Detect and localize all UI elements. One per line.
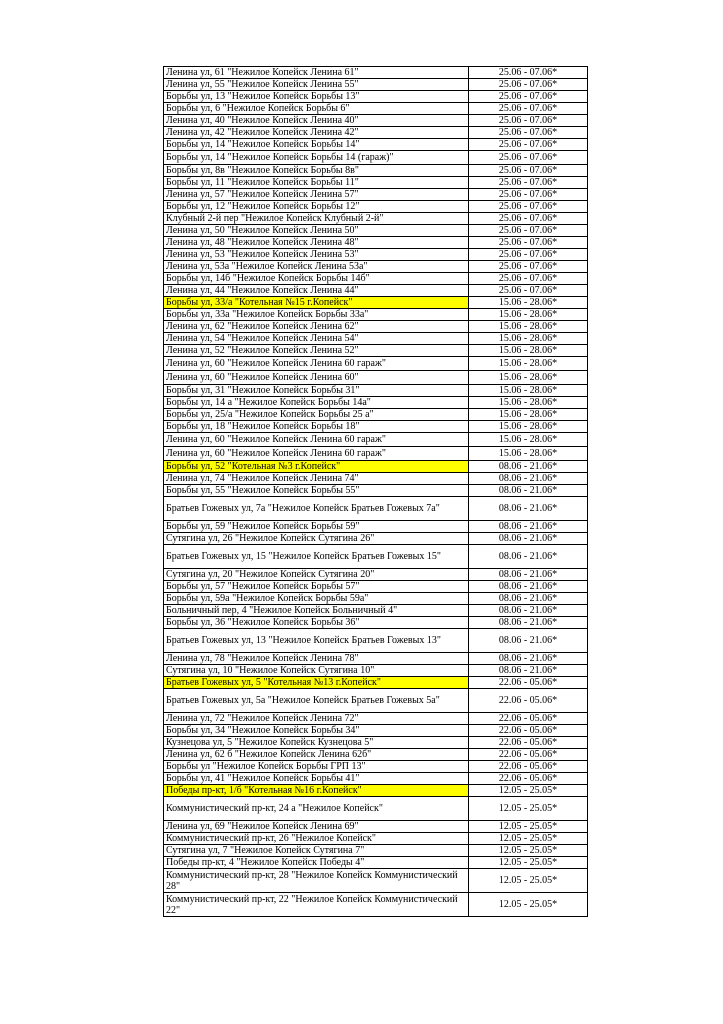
table-row: [164, 617, 588, 629]
address-cell: Борьбы ул, 14 "Нежилое Копейск Борьбы 14": [164, 139, 469, 151]
period-cell: 08.06 - 21.06*: [469, 497, 588, 521]
address-cell: Ленина ул, 55 "Нежилое Копейск Ленина 55": [164, 79, 469, 91]
table-row: [164, 273, 588, 285]
table-row: [164, 371, 588, 385]
period-cell: 15.06 - 28.06*: [469, 321, 588, 333]
schedule-table-body: [164, 67, 588, 917]
address-cell: Сутягина ул, 20 "Нежилое Копейск Сутягина 20": [164, 569, 469, 581]
period-cell: 25.06 - 07.06*: [469, 213, 588, 225]
table-row: [164, 151, 588, 165]
address-cell: Борьбы ул, 8в "Нежилое Копейск Борьбы 8в": [164, 165, 469, 177]
table-row: [164, 91, 588, 103]
period-cell: 25.06 - 07.06*: [469, 225, 588, 237]
period-cell: 08.06 - 21.06*: [469, 485, 588, 497]
address-cell: Ленина ул, 60 "Нежилое Копейск Ленина 60 гараж": [164, 357, 469, 371]
address-cell: Братьев Гожевых ул, 15 "Нежилое Копейск Братьев Гожевых 15": [164, 545, 469, 569]
period-cell: 25.06 - 07.06*: [469, 237, 588, 249]
period-cell: 12.05 - 25.05*: [469, 821, 588, 833]
table-row: [164, 345, 588, 357]
address-cell: Ленина ул, 48 "Нежилое Копейск Ленина 48": [164, 237, 469, 249]
period-cell: 25.06 - 07.06*: [469, 261, 588, 273]
address-cell: Борьбы ул, 57 "Нежилое Копейск Борьбы 57": [164, 581, 469, 593]
period-cell: 12.05 - 25.05*: [469, 857, 588, 869]
address-cell: Борьбы ул, 13 "Нежилое Копейск Борьбы 13": [164, 91, 469, 103]
address-cell: Коммунистический пр-кт, 24 а "Нежилое Копейск": [164, 797, 469, 821]
address-cell: Борьбы ул, 6 "Нежилое Копейск Борьбы 6": [164, 103, 469, 115]
schedule-sheet: [163, 66, 587, 917]
period-cell: 25.06 - 07.06*: [469, 273, 588, 285]
address-cell: Ленина ул, 42 "Нежилое Копейск Ленина 42": [164, 127, 469, 139]
table-row: [164, 249, 588, 261]
address-cell: Борьбы ул, 14 а "Нежилое Копейск Борьбы 14а": [164, 397, 469, 409]
table-row: [164, 461, 588, 473]
address-cell: Клубный 2-й пер "Нежилое Копейск Клубный 2-й": [164, 213, 469, 225]
table-row: [164, 177, 588, 189]
period-cell: 08.06 - 21.06*: [469, 617, 588, 629]
period-cell: 15.06 - 28.06*: [469, 409, 588, 421]
address-cell: Борьбы ул, 41 "Нежилое Копейск Борьбы 41": [164, 773, 469, 785]
table-row: [164, 237, 588, 249]
address-cell: Борьбы ул, 25/а "Нежилое Копейск Борьбы 25 а": [164, 409, 469, 421]
period-cell: 12.05 - 25.05*: [469, 845, 588, 857]
period-cell: 08.06 - 21.06*: [469, 473, 588, 485]
address-cell: Борьбы ул, 33/а "Котельная №15 г.Копейск": [164, 297, 469, 309]
table-row: [164, 333, 588, 345]
table-row: [164, 385, 588, 397]
table-row: [164, 821, 588, 833]
address-cell: Сутягина ул, 7 "Нежилое Копейск Сутягина 7": [164, 845, 469, 857]
table-row: [164, 67, 588, 79]
period-cell: 22.06 - 05.06*: [469, 761, 588, 773]
period-cell: 12.05 - 25.05*: [469, 869, 588, 893]
period-cell: 25.06 - 07.06*: [469, 249, 588, 261]
address-cell: Ленина ул, 62 "Нежилое Копейск Ленина 62": [164, 321, 469, 333]
address-cell: Братьев Гожевых ул, 7а "Нежилое Копейск Братьев Гожевых 7а": [164, 497, 469, 521]
table-row: [164, 421, 588, 433]
table-row: [164, 297, 588, 309]
period-cell: 22.06 - 05.06*: [469, 737, 588, 749]
table-row: [164, 773, 588, 785]
address-cell: Ленина ул, 44 "Нежилое Копейск Ленина 44": [164, 285, 469, 297]
table-row: [164, 79, 588, 91]
period-cell: 08.06 - 21.06*: [469, 605, 588, 617]
period-cell: 08.06 - 21.06*: [469, 665, 588, 677]
table-row: [164, 201, 588, 213]
schedule-table: [163, 66, 588, 917]
period-cell: 15.06 - 28.06*: [469, 297, 588, 309]
table-row: [164, 713, 588, 725]
period-cell: 22.06 - 05.06*: [469, 773, 588, 785]
period-cell: 08.06 - 21.06*: [469, 533, 588, 545]
table-row: [164, 213, 588, 225]
period-cell: 25.06 - 07.06*: [469, 91, 588, 103]
period-cell: 08.06 - 21.06*: [469, 653, 588, 665]
table-row: [164, 833, 588, 845]
address-cell: Братьев Гожевых ул, 13 "Нежилое Копейск Братьев Гожевых 13": [164, 629, 469, 653]
table-row: [164, 569, 588, 581]
address-cell: Борьбы ул, 14б "Нежилое Копейск Борьбы 14б": [164, 273, 469, 285]
table-row: [164, 139, 588, 151]
address-cell: Ленина ул, 54 "Нежилое Копейск Ленина 54": [164, 333, 469, 345]
period-cell: 25.06 - 07.06*: [469, 151, 588, 165]
period-cell: 25.06 - 07.06*: [469, 177, 588, 189]
address-cell: Ленина ул, 74 "Нежилое Копейск Ленина 74": [164, 473, 469, 485]
period-cell: 15.06 - 28.06*: [469, 309, 588, 321]
address-cell: Кузнецова ул, 5 "Нежилое Копейск Кузнецова 5": [164, 737, 469, 749]
table-row: [164, 797, 588, 821]
address-cell: Борьбы ул, 36 "Нежилое Копейск Борьбы 36": [164, 617, 469, 629]
address-cell: Ленина ул, 72 "Нежилое Копейск Ленина 72": [164, 713, 469, 725]
table-row: [164, 521, 588, 533]
period-cell: 25.06 - 07.06*: [469, 189, 588, 201]
table-row: [164, 115, 588, 127]
table-row: [164, 127, 588, 139]
table-row: [164, 677, 588, 689]
table-row: [164, 653, 588, 665]
address-cell: Больничный пер, 4 "Нежилое Копейск Больничный 4": [164, 605, 469, 617]
address-cell: Ленина ул, 61 "Нежилое Копейск Ленина 61": [164, 67, 469, 79]
address-cell: Борьбы ул, 31 "Нежилое Копейск Борьбы 31": [164, 385, 469, 397]
address-cell: Борьбы ул, 18 "Нежилое Копейск Борьбы 18": [164, 421, 469, 433]
period-cell: 25.06 - 07.06*: [469, 285, 588, 297]
address-cell: Борьбы ул, 11 "Нежилое Копейск Борьбы 11": [164, 177, 469, 189]
address-cell: Борьбы ул "Нежилое Копейск Борьбы ГРП 13": [164, 761, 469, 773]
table-row: [164, 665, 588, 677]
address-cell: Братьев Гожевых ул, 5 "Котельная №13 г.Копейск": [164, 677, 469, 689]
address-cell: Ленина ул, 53 "Нежилое Копейск Ленина 53": [164, 249, 469, 261]
period-cell: 15.06 - 28.06*: [469, 385, 588, 397]
address-cell: Борьбы ул, 59а "Нежилое Копейск Борьбы 59а": [164, 593, 469, 605]
address-cell: Братьев Гожевых ул, 5а "Нежилое Копейск Братьев Гожевых 5а": [164, 689, 469, 713]
period-cell: 08.06 - 21.06*: [469, 569, 588, 581]
period-cell: 22.06 - 05.06*: [469, 713, 588, 725]
period-cell: 22.06 - 05.06*: [469, 749, 588, 761]
period-cell: 22.06 - 05.06*: [469, 677, 588, 689]
address-cell: Победы пр-кт, 4 "Нежилое Копейск Победы 4": [164, 857, 469, 869]
table-row: [164, 433, 588, 447]
address-cell: Борьбы ул, 55 "Нежилое Копейск Борьбы 55": [164, 485, 469, 497]
table-row: [164, 357, 588, 371]
period-cell: 08.06 - 21.06*: [469, 545, 588, 569]
table-row: [164, 581, 588, 593]
table-row: [164, 309, 588, 321]
address-cell: Победы пр-кт, 1/б "Котельная №16 г.Копейск": [164, 785, 469, 797]
table-row: [164, 869, 588, 893]
table-row: [164, 893, 588, 917]
table-row: [164, 473, 588, 485]
table-row: [164, 485, 588, 497]
table-row: [164, 689, 588, 713]
address-cell: Ленина ул, 40 "Нежилое Копейск Ленина 40": [164, 115, 469, 127]
period-cell: 08.06 - 21.06*: [469, 629, 588, 653]
table-row: [164, 749, 588, 761]
table-row: [164, 725, 588, 737]
table-row: [164, 397, 588, 409]
period-cell: 25.06 - 07.06*: [469, 103, 588, 115]
period-cell: 12.05 - 25.05*: [469, 833, 588, 845]
period-cell: 25.06 - 07.06*: [469, 139, 588, 151]
address-cell: Ленина ул, 69 "Нежилое Копейск Ленина 69": [164, 821, 469, 833]
address-cell: Ленина ул, 60 "Нежилое Копейск Ленина 60 гараж": [164, 447, 469, 461]
address-cell: Борьбы ул, 33а "Нежилое Копейск Борьбы 33а": [164, 309, 469, 321]
address-cell: Борьбы ул, 59 "Нежилое Копейск Борьбы 59": [164, 521, 469, 533]
period-cell: 22.06 - 05.06*: [469, 725, 588, 737]
period-cell: 15.06 - 28.06*: [469, 333, 588, 345]
period-cell: 22.06 - 05.06*: [469, 689, 588, 713]
table-row: [164, 737, 588, 749]
period-cell: 25.06 - 07.06*: [469, 165, 588, 177]
address-cell: Коммунистический пр-кт, 22 "Нежилое Копейск Коммунистический 22": [164, 893, 469, 917]
address-cell: Ленина ул, 50 "Нежилое Копейск Ленина 50": [164, 225, 469, 237]
table-row: [164, 321, 588, 333]
period-cell: 15.06 - 28.06*: [469, 397, 588, 409]
address-cell: Ленина ул, 78 "Нежилое Копейск Ленина 78": [164, 653, 469, 665]
address-cell: Борьбы ул, 12 "Нежилое Копейск Борьбы 12": [164, 201, 469, 213]
address-cell: Ленина ул, 57 "Нежилое Копейск Ленина 57": [164, 189, 469, 201]
address-cell: Ленина ул, 60 "Нежилое Копейск Ленина 60 гараж": [164, 433, 469, 447]
table-row: [164, 533, 588, 545]
table-row: [164, 285, 588, 297]
period-cell: 08.06 - 21.06*: [469, 521, 588, 533]
period-cell: 15.06 - 28.06*: [469, 447, 588, 461]
period-cell: 12.05 - 25.05*: [469, 893, 588, 917]
period-cell: 25.06 - 07.06*: [469, 127, 588, 139]
table-row: [164, 605, 588, 617]
period-cell: 25.06 - 07.06*: [469, 115, 588, 127]
period-cell: 15.06 - 28.06*: [469, 371, 588, 385]
address-cell: Ленина ул, 52 "Нежилое Копейск Ленина 52": [164, 345, 469, 357]
table-row: [164, 545, 588, 569]
address-cell: Коммунистический пр-кт, 26 "Нежилое Копейск": [164, 833, 469, 845]
period-cell: 08.06 - 21.06*: [469, 593, 588, 605]
table-row: [164, 497, 588, 521]
period-cell: 12.05 - 25.05*: [469, 785, 588, 797]
period-cell: 12.05 - 25.05*: [469, 797, 588, 821]
address-cell: Ленина ул, 62 б "Нежилое Копейск Ленина 62б": [164, 749, 469, 761]
address-cell: Борьбы ул, 52 "Котельная №3 г.Копейск": [164, 461, 469, 473]
period-cell: 08.06 - 21.06*: [469, 581, 588, 593]
address-cell: Ленина ул, 60 "Нежилое Копейск Ленина 60": [164, 371, 469, 385]
table-row: [164, 629, 588, 653]
period-cell: 15.06 - 28.06*: [469, 433, 588, 447]
address-cell: Борьбы ул, 14 "Нежилое Копейск Борьбы 14 (гараж)": [164, 151, 469, 165]
period-cell: 15.06 - 28.06*: [469, 421, 588, 433]
table-row: [164, 409, 588, 421]
table-row: [164, 761, 588, 773]
period-cell: 25.06 - 07.06*: [469, 201, 588, 213]
period-cell: 15.06 - 28.06*: [469, 345, 588, 357]
address-cell: Ленина ул, 53а "Нежилое Копейск Ленина 53а": [164, 261, 469, 273]
address-cell: Сутягина ул, 26 "Нежилое Копейск Сутягина 26": [164, 533, 469, 545]
table-row: [164, 447, 588, 461]
address-cell: Борьбы ул, 34 "Нежилое Копейск Борьбы 34": [164, 725, 469, 737]
table-row: [164, 225, 588, 237]
address-cell: Коммунистический пр-кт, 28 "Нежилое Копейск Коммунистический 28": [164, 869, 469, 893]
period-cell: 25.06 - 07.06*: [469, 67, 588, 79]
table-row: [164, 103, 588, 115]
table-row: [164, 857, 588, 869]
table-row: [164, 593, 588, 605]
table-row: [164, 845, 588, 857]
table-row: [164, 189, 588, 201]
table-row: [164, 165, 588, 177]
table-row: [164, 785, 588, 797]
period-cell: 08.06 - 21.06*: [469, 461, 588, 473]
period-cell: 15.06 - 28.06*: [469, 357, 588, 371]
table-row: [164, 261, 588, 273]
period-cell: 25.06 - 07.06*: [469, 79, 588, 91]
address-cell: Сутягина ул, 10 "Нежилое Копейск Сутягина 10": [164, 665, 469, 677]
